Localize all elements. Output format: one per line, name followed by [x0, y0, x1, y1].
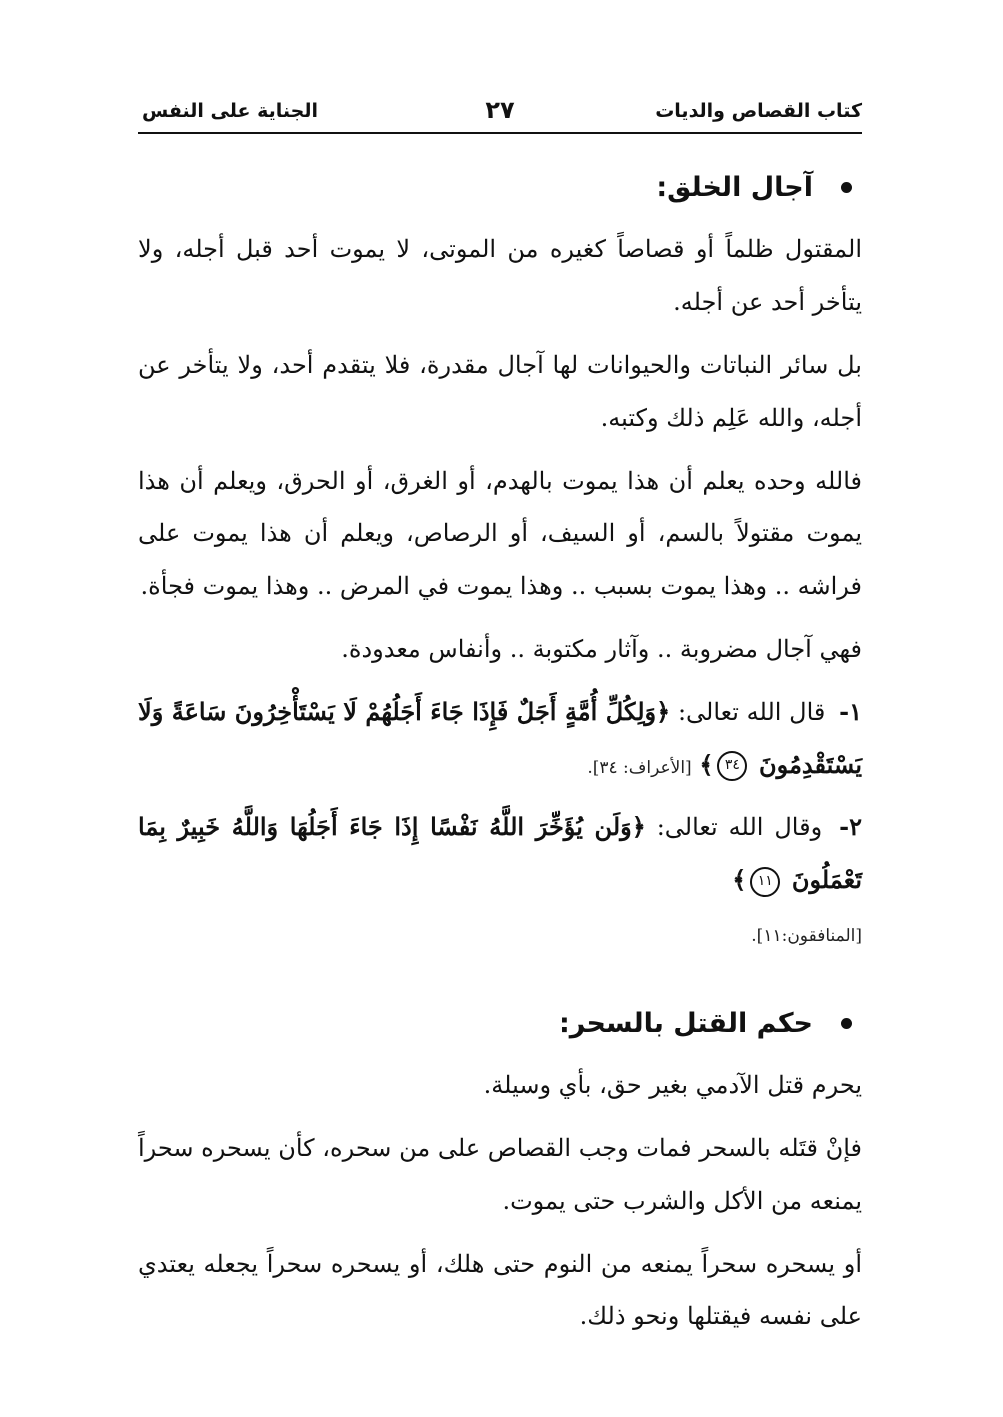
- section-heading-lifespans: [138, 158, 862, 217]
- verse-reference: [الأعراف: ٣٤].: [587, 757, 692, 778]
- paragraph: أو يسحره سحراً يمنعه من النوم حتى هلك، أو يسحره سحراً يجعله يعتدي على نفسه فيقتلها ونحو ذلك.: [138, 1249, 862, 1331]
- quran-verse-text: ﴿وَلَن يُؤَخِّرَ اللَّهُ نَفْسًا إِذَا جَاءَ أَجَلُهَا وَاللَّهُ خَبِيرٌ بِمَا تَعْمَلُونَ: [138, 812, 862, 895]
- verse-number: ١-: [839, 696, 863, 726]
- verse-intro: وقال الله تعالى:: [656, 813, 823, 842]
- ayah-number-icon: ١١: [750, 867, 780, 897]
- verse-item-1: [138, 686, 862, 792]
- verse-close-bracket: ﴾: [699, 749, 714, 779]
- bullet-icon: [841, 182, 852, 193]
- paragraph: بل سائر النباتات والحيوانات لها آجال مقدرة، فلا يتقدم أحد، ولا يتأخر عن أجله، والله عَلِم ذلك وكتبه.: [138, 350, 862, 432]
- chapter-title: الجناية على النفس: [142, 100, 319, 122]
- page-number: ٢٧: [485, 96, 515, 124]
- quran-verse-text: ﴿وَلِكُلِّ أُمَّةٍ أَجَلٌ فَإِذَا جَاءَ أَجَلُهُمْ لَا يَسْتَأْخِرُونَ سَاعَةً وَلَا يَسْتَقْدِمُونَ: [138, 696, 862, 779]
- section-heading-magic: [138, 994, 862, 1053]
- section-heading-text: حكم القتل بالسحر:: [558, 1007, 813, 1039]
- paragraph: فالله وحده يعلم أن هذا يموت بالهدم، أو الغرق، أو الحرق، ويعلم أن هذا يموت مقتولاً بالسم، أو السيف، أو الرصاص، ويعلم أن هذا يموت على فراشه .. وهذا يموت بسبب .. وهذا يموت في المرض .. وهذا يموت فجأة.: [138, 466, 862, 601]
- section-heading-text: آجال الخلق:: [656, 172, 813, 203]
- section-spacer: [138, 970, 862, 986]
- running-header: [138, 96, 862, 134]
- verse-intro: قال الله تعالى:: [677, 697, 826, 726]
- paragraph: فهي آجال مضروبة .. وآثار مكتوبة .. وأنفاس معدودة.: [341, 634, 862, 663]
- ayah-number-icon: ٣٤: [717, 751, 747, 781]
- verse-number: ٢-: [839, 812, 862, 842]
- paragraph: فإنْ قتَله بالسحر فمات وجب القصاص على من سحره، كأن يسحره سحراً يمنعه من الأكل والشرب حتى يموت.: [138, 1133, 862, 1215]
- verse-reference: [المنافقون:١١].: [751, 925, 862, 946]
- book-title: كتاب القصاص والديات: [655, 100, 862, 122]
- bullet-icon: [841, 1018, 852, 1029]
- verse-close-bracket: ﴾: [732, 865, 747, 895]
- paragraph: المقتول ظلماً أو قصاصاً كغيره من الموتى، لا يموت أحد قبل أجله، ولا يتأخر أحد عن أجله.: [138, 235, 862, 317]
- verse-item-2: [138, 801, 862, 959]
- page-body: [138, 150, 862, 1353]
- paragraph: يحرم قتل الآدمي بغير حق، بأي وسيلة.: [483, 1071, 862, 1100]
